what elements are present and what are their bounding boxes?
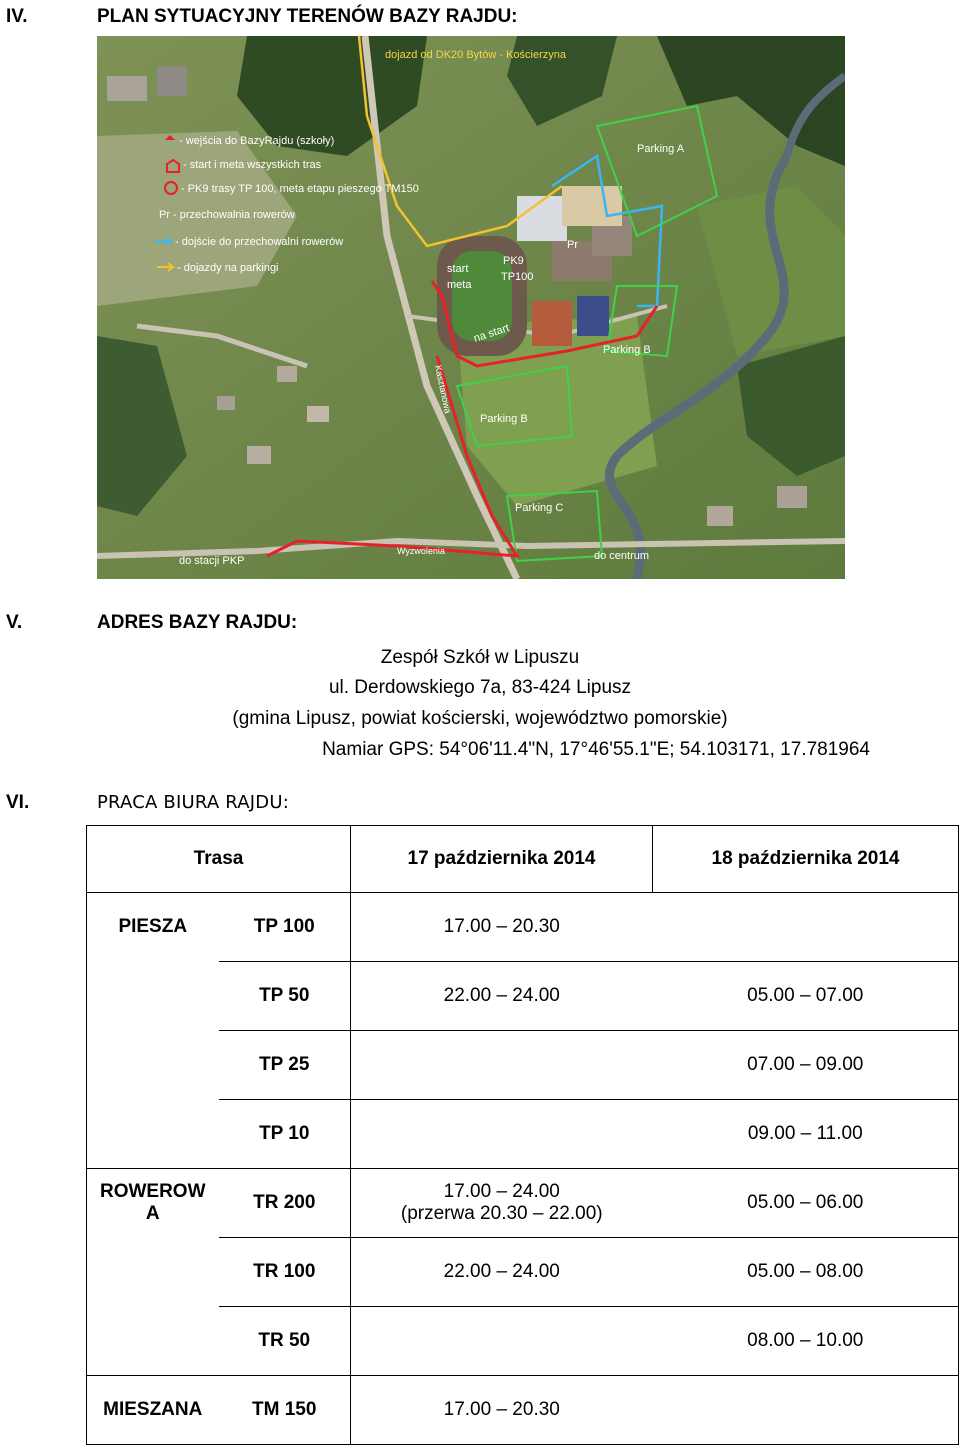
- map-label-start: start: [447, 263, 469, 275]
- day2-cell: 09.00 – 11.00: [653, 1100, 959, 1169]
- map-legend-item-6: - dojazdy na parkingi: [177, 262, 279, 274]
- category-line: A: [145, 1203, 160, 1225]
- day1-cell: 17.00 – 20.30: [351, 1376, 653, 1445]
- building: [307, 406, 329, 422]
- header-route: Trasa: [87, 826, 351, 893]
- building: [277, 366, 297, 382]
- day1-cell: 22.00 – 24.00: [351, 1238, 653, 1307]
- day1-cell: [351, 1100, 653, 1169]
- building: [247, 446, 271, 464]
- map-label-side-street: Kasztanowa: [433, 364, 454, 415]
- map-label-pk9: PK9: [503, 255, 524, 267]
- day2-cell: 05.00 – 06.00: [653, 1169, 959, 1238]
- day1-cell: [351, 1031, 653, 1100]
- map-label-parking-b1: Parking B: [603, 344, 651, 356]
- day1-cell: 22.00 – 24.00: [351, 962, 653, 1031]
- day1-cell: [351, 1307, 653, 1376]
- day1-cell: [351, 1169, 653, 1238]
- building: [157, 66, 187, 96]
- map-legend-item-3: - PK9 trasy TP 100, meta etapu pieszego TM150: [181, 183, 419, 195]
- section-title-office-hours: PRACA BIURA RAJDU:: [97, 792, 289, 813]
- table-row: [87, 1100, 959, 1169]
- table-row: [87, 1169, 959, 1238]
- header-day1: 17 października 2014: [351, 826, 653, 893]
- address-region: (gmina Lipusz, powiat kościerski, województwo pomorskie): [232, 708, 728, 729]
- address-street: ul. Derdowskiego 7a, 83-424 Lipusz: [328, 677, 632, 698]
- header-day2: 18 października 2014: [653, 826, 959, 893]
- day2-cell: [653, 1376, 959, 1445]
- building: [707, 506, 733, 526]
- day2-cell: 07.00 – 09.00: [653, 1031, 959, 1100]
- category-cell: MIESZANA: [87, 1376, 219, 1445]
- section-title-address: ADRES BAZY RAJDU:: [97, 612, 298, 633]
- map-label-na-start: na start: [472, 322, 511, 345]
- map-legend-item-1: - wejścia do BazyRajdu (szkoły): [179, 135, 335, 147]
- map-label-parking-c: Parking C: [515, 502, 564, 514]
- category-cell: [87, 1169, 219, 1238]
- map-label-tp100: TP100: [501, 271, 534, 283]
- map-legend-item-2: - start i meta wszystkich tras: [183, 159, 322, 171]
- route-cell: TP 10: [219, 1100, 351, 1169]
- route-cell: TP 50: [219, 962, 351, 1031]
- map-label-meta: meta: [447, 279, 472, 291]
- building: [777, 486, 807, 508]
- table-row: [87, 1307, 959, 1376]
- route-cell: TR 100: [219, 1238, 351, 1307]
- route-cell: TP 25: [219, 1031, 351, 1100]
- table-row: [87, 1031, 959, 1100]
- table-row: [87, 1376, 959, 1445]
- table-row: [87, 1238, 959, 1307]
- map-label-centre: do centrum: [594, 550, 650, 562]
- section-number-iv: IV.: [6, 6, 28, 27]
- map-label-street: Wyzwolenia: [397, 546, 445, 556]
- route-cell: TM 150: [219, 1376, 351, 1445]
- tennis-court: [532, 301, 572, 346]
- address-school-name: Zespół Szkół w Lipuszu: [380, 647, 580, 668]
- day1-cell: 17.00 – 20.30: [351, 893, 653, 962]
- section-number-vi: VI.: [6, 792, 30, 813]
- section-title-site-plan: PLAN SYTUACYJNY TERENÓW BAZY RAJDU:: [97, 6, 518, 27]
- map-legend-item-4: Pr - przechowalnia rowerów: [159, 209, 295, 221]
- section-number-v: V.: [6, 612, 23, 633]
- map-legend-item-5: - dojście do przechowalni rowerów: [175, 236, 344, 248]
- table-row: [87, 893, 959, 962]
- day2-cell: [653, 893, 959, 962]
- map-label-road: dojazd od DK20 Bytów - Kościerzyna: [385, 49, 566, 61]
- day1-break-note: (przerwa 20.30 – 22.00): [400, 1203, 603, 1224]
- schedule-header-row: [87, 826, 959, 893]
- day2-cell: 05.00 – 07.00: [653, 962, 959, 1031]
- category-cell: PIESZA: [87, 893, 219, 962]
- category-line: ROWEROW: [99, 1181, 206, 1203]
- category-cell: [87, 1100, 219, 1169]
- route-cell: TR 50: [219, 1307, 351, 1376]
- table-row: [87, 962, 959, 1031]
- tennis-court: [577, 296, 609, 336]
- map-label-pr: Pr: [567, 239, 578, 251]
- route-cell: TP 100: [219, 893, 351, 962]
- category-cell: [87, 962, 219, 1031]
- category-cell: [87, 1238, 219, 1307]
- route-cell: TR 200: [219, 1169, 351, 1238]
- address-gps: Namiar GPS: 54°06'11.4"N, 17°46'55.1"E; 54.103171, 17.781964: [322, 739, 870, 760]
- map-label-parking-b2: Parking B: [480, 413, 528, 425]
- sand-area: [562, 186, 622, 226]
- site-plan-map: [97, 36, 845, 579]
- building: [107, 76, 147, 101]
- category-cell: [87, 1307, 219, 1376]
- category-cell: [87, 1031, 219, 1100]
- map-label-station: do stacji PKP: [179, 555, 245, 567]
- building: [217, 396, 235, 410]
- map-label-parking-a: Parking A: [637, 143, 685, 155]
- day2-cell: 08.00 – 10.00: [653, 1307, 959, 1376]
- day2-cell: 05.00 – 08.00: [653, 1238, 959, 1307]
- day1-time: 17.00 – 24.00: [443, 1181, 560, 1202]
- schedule-table: [86, 825, 959, 1445]
- school-hall: [517, 196, 567, 241]
